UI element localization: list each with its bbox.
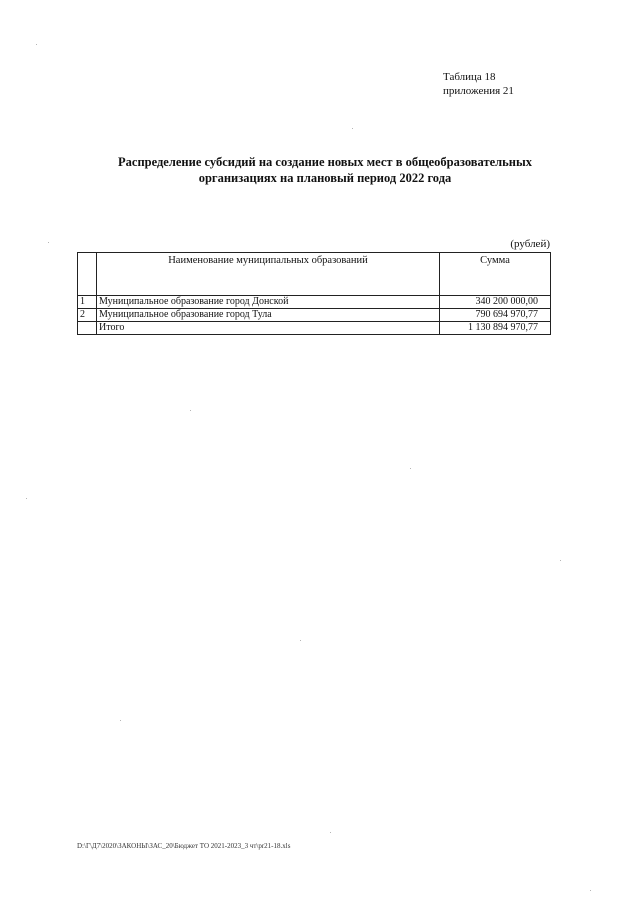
row-municipality: Муниципальное образование город Донской	[97, 296, 440, 309]
scan-speck	[36, 44, 37, 45]
row-number: 2	[78, 309, 97, 322]
scan-speck	[560, 560, 561, 561]
scan-speck	[120, 720, 121, 721]
row-municipality: Муниципальное образование город Тула	[97, 309, 440, 322]
table-header-row	[78, 253, 551, 296]
scan-speck	[26, 498, 27, 499]
column-header-number	[78, 253, 97, 296]
table-total-row	[78, 322, 551, 335]
table-row	[78, 296, 551, 309]
scan-speck	[330, 832, 331, 833]
row-number: 1	[78, 296, 97, 309]
row-amount: 340 200 000,00	[440, 296, 551, 309]
row-amount: 790 694 970,77	[440, 309, 551, 322]
scan-speck	[352, 128, 353, 129]
units-label: (рублей)	[510, 238, 550, 250]
title-line-2: организациях на плановый период 2022 года	[198, 171, 452, 185]
title-line-1: Распределение субсидий на создание новых мест в общеобразовательных	[118, 155, 532, 169]
scan-speck	[190, 410, 191, 411]
table-number: Таблица 18	[443, 71, 496, 83]
appendix-number: приложения 21	[443, 85, 514, 97]
file-path-footer: D:\Г\Д7\2020\ЗАКОНЫ\ЗАС_20\Бюджет ТО 2021-2023_3 чт\pr21-18.xls	[77, 842, 291, 850]
column-header-amount: Сумма	[440, 253, 551, 296]
scan-speck	[300, 640, 301, 641]
column-header-name: Наименование муниципальных образований	[97, 253, 440, 296]
document-title	[80, 154, 570, 186]
total-number	[78, 322, 97, 335]
subsidies-table	[77, 252, 551, 335]
table-row	[78, 309, 551, 322]
total-label: Итого	[97, 322, 440, 335]
scan-speck	[590, 890, 591, 891]
scan-speck	[48, 242, 49, 243]
page-reference	[443, 70, 514, 98]
total-amount: 1 130 894 970,77	[440, 322, 551, 335]
scan-speck	[410, 468, 411, 469]
